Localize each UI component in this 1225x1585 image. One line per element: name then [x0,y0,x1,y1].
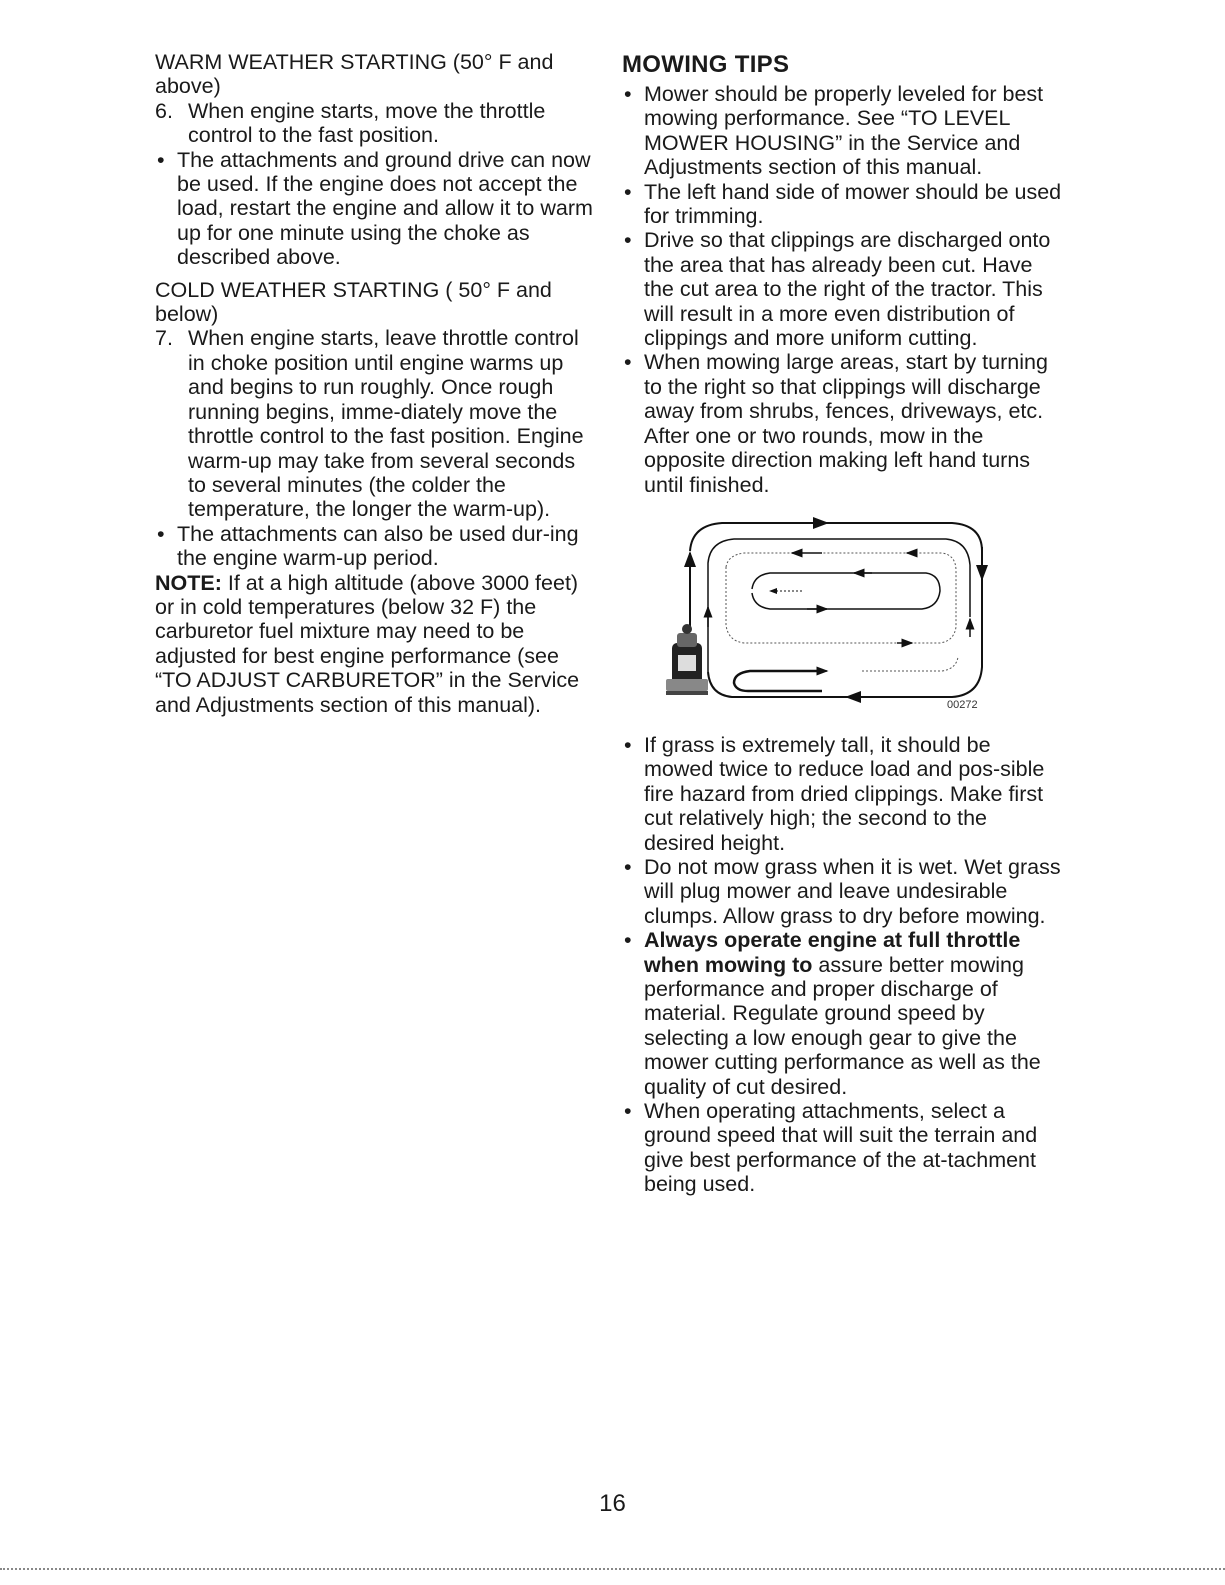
left-column [155,50,595,717]
mowing-pattern-illustration [622,507,1062,707]
tip-item [622,180,1062,229]
throttle-text: assure better mowing performance and proper discharge of material. Regulate ground speed by selecting a low enough gear to give the mower cutting performance as well as the quality of cut desired. [644,952,1041,1099]
bullet-icon: • [157,147,165,172]
note-paragraph [155,571,595,717]
bullet-icon: • [624,228,632,253]
bottom-divider [0,1568,1225,1570]
warm-weather-bullet-text: The attachments and ground drive can now be used. If the engine does not accept the load, restart the engine and allow it to warm up for one minute using the choke as described above. [177,147,593,270]
tip-text: When mowing large areas, start by turning to the right so that clippings will discharge away from shrubs, fences, driveways, etc. After one or two rounds, mow in the opposite direction making left hand turns until finished. [644,350,1048,497]
cold-weather-heading: COLD WEATHER STARTING ( 50° F and below) [155,277,552,327]
step-7 [155,326,595,521]
throttle-bold-text: Always operate engine at full throttle when mowing to [644,928,1021,977]
bullet-icon: • [624,179,632,204]
figure-id: 00272 [947,698,978,711]
bullet-icon: • [624,82,632,106]
warm-weather-heading: WARM WEATHER STARTING (50° F and above) [155,50,554,99]
bullet-icon: • [624,732,632,757]
step-6-number: 6. [155,98,173,123]
mowing-pattern-diagram [622,507,1062,717]
tip-item [622,82,1062,180]
tip-item [622,228,1062,350]
step-6-text: When engine starts, move the throttle control to the fast position. [188,98,546,148]
tip-text: The left hand side of mower should be used for trimming. [644,179,1062,229]
third-pass-path [726,553,956,643]
cold-weather-bullet-text: The attachments can also be used dur-ing the engine warm-up period. [177,521,579,571]
step-7-number: 7. [155,326,173,351]
bullet-icon: • [624,1099,632,1123]
tip-text [644,928,1041,1098]
bullet-icon: • [624,928,632,953]
step-7-text: When engine starts, leave throttle control in choke position until engine warms up and begins to run roughly. Once rough running begins, imme-diately move the throttle control to the fast position. Engine warm-up may take from several seconds to several minutes (the colder the temperature, the longer the warm-up). [188,326,584,522]
tip-text: When operating attachments, select a ground speed that will suit the terrain and give best performance of the at-tachment being used. [644,1099,1038,1197]
tractor-icon [666,624,708,695]
tip-item [622,1099,1062,1197]
tip-item [622,733,1062,855]
cold-weather-bullet [155,522,595,571]
tip-item [622,350,1062,496]
warm-weather-bullet [155,148,595,270]
right-column [622,50,1062,1197]
tip-text: Drive so that clippings are discharged onto the area that has already been cut. Have the cut area to the right of the tractor. This will result in a more even distribution of clippings and more uniform cutting. [644,228,1051,351]
tip-item [622,928,1062,1099]
tip-text: Mower should be properly leveled for best mowing performance. See “TO LEVEL MOWER HOUSING” in the Service and Adjustments section of this manual. [644,82,1044,180]
final-pass-path [734,671,822,691]
tip-item [622,855,1062,928]
bullet-icon: • [157,521,165,546]
tip-text: If grass is extremely tall, it should be mowed twice to reduce load and pos-sible fire hazard from dried clippings. Make first cut relatively high; the second to the desired height. [644,732,1045,855]
mowing-tips-heading: MOWING TIPS [622,51,790,78]
note-label: NOTE: [155,570,222,595]
bullet-icon: • [624,854,632,879]
step-6 [155,99,595,148]
tip-text: Do not mow grass when it is wet. Wet grass will plug mower and leave undesirable clumps. Allow grass to dry before mowing. [644,854,1061,928]
bullet-icon: • [624,350,632,375]
note-text: If at a high altitude (above 3000 feet) or in cold temperatures (below 32 F) the carburetor fuel mixture may need to be adjusted for best engine performance (see “TO ADJUST CARBURETOR” in the Service and Adjustments section of this manual). [155,570,580,717]
page-number: 16 [599,1490,626,1517]
